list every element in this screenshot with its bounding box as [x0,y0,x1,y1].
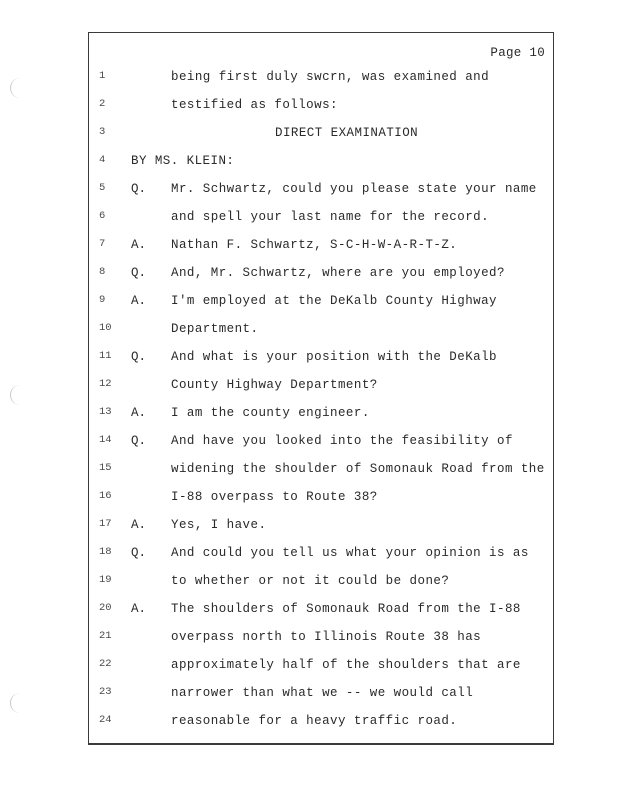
transcript-line [89,238,553,256]
transcript-line [89,406,553,424]
line-text: reasonable for a heavy traffic road. [171,714,458,728]
line-number: 21 [99,630,112,642]
transcript-line [89,210,553,228]
line-text: overpass north to Illinois Route 38 has [171,630,482,644]
line-text: Yes, I have. [171,518,267,532]
line-number: 22 [99,658,112,670]
line-number: 17 [99,518,112,530]
transcript-line [89,154,553,172]
section-heading: DIRECT EXAMINATION [275,126,419,140]
speaker-label: A. [131,238,147,252]
transcript-line [89,70,553,88]
transcript-line [89,126,553,144]
examiner-label: BY MS. KLEIN: [131,154,235,168]
line-text: Mr. Schwartz, could you please state your name [171,182,537,196]
transcript-line [89,350,553,368]
line-number: 14 [99,434,112,446]
transcript-line [89,630,553,648]
speaker-label: A. [131,518,147,532]
line-number: 16 [99,490,112,502]
line-text: I'm employed at the DeKalb County Highway [171,294,497,308]
line-text: to whether or not it could be done? [171,574,450,588]
line-text: Nathan F. Schwartz, S-C-H-W-A-R-T-Z. [171,238,458,252]
line-number: 23 [99,686,112,698]
transcript-line [89,686,553,704]
speaker-label: Q. [131,266,147,280]
transcript-line [89,574,553,592]
line-number: 2 [99,98,106,110]
line-number: 15 [99,462,112,474]
line-text: and spell your last name for the record. [171,210,490,224]
line-number: 24 [99,714,112,726]
transcript-line [89,518,553,536]
line-number: 18 [99,546,112,558]
punch-hole-bottom [10,693,23,713]
line-text: narrower than what we -- we would call [171,686,474,700]
line-number: 6 [99,210,106,222]
line-number: 7 [99,238,106,250]
speaker-label: Q. [131,546,147,560]
transcript-line [89,266,553,284]
line-number: 10 [99,322,112,334]
line-number: 4 [99,154,106,166]
transcript-line [89,294,553,312]
line-number: 3 [99,126,106,138]
line-text: County Highway Department? [171,378,378,392]
line-text: widening the shoulder of Somonauk Road from the [171,462,545,476]
transcript-line [89,602,553,620]
transcript-line [89,490,553,508]
line-text: I am the county engineer. [171,406,370,420]
line-text: testified as follows: [171,98,338,112]
punch-hole-middle [10,385,23,405]
line-text: The shoulders of Somonauk Road from the I-88 [171,602,521,616]
speaker-label: Q. [131,434,147,448]
transcript-line [89,378,553,396]
line-text: approximately half of the shoulders that are [171,658,521,672]
line-text: And could you tell us what your opinion is as [171,546,529,560]
line-number: 13 [99,406,112,418]
line-text: And have you looked into the feasibility of [171,434,513,448]
transcript-line [89,462,553,480]
speaker-label: A. [131,406,147,420]
transcript-line [89,546,553,564]
line-text: being first duly swcrn, was examined and [171,70,490,84]
line-number: 8 [99,266,106,278]
line-number: 12 [99,378,112,390]
speaker-label: Q. [131,350,147,364]
line-number: 1 [99,70,106,82]
transcript-line [89,434,553,452]
line-number: 9 [99,294,106,306]
line-text: I-88 overpass to Route 38? [171,490,378,504]
line-number: 5 [99,182,106,194]
line-number: 19 [99,574,112,586]
transcript-page [88,32,554,745]
transcript-line [89,714,553,732]
speaker-label: A. [131,602,147,616]
line-number: 11 [99,350,112,362]
speaker-label: A. [131,294,147,308]
punch-hole-top [10,78,23,98]
line-text: Department. [171,322,259,336]
line-text: And, Mr. Schwartz, where are you employed? [171,266,505,280]
line-text: And what is your position with the DeKalb [171,350,497,364]
speaker-label: Q. [131,182,147,196]
transcript-line [89,658,553,676]
transcript-line [89,322,553,340]
transcript-line [89,98,553,116]
transcript-line [89,182,553,200]
page-number: Page 10 [490,46,545,60]
line-number: 20 [99,602,112,614]
